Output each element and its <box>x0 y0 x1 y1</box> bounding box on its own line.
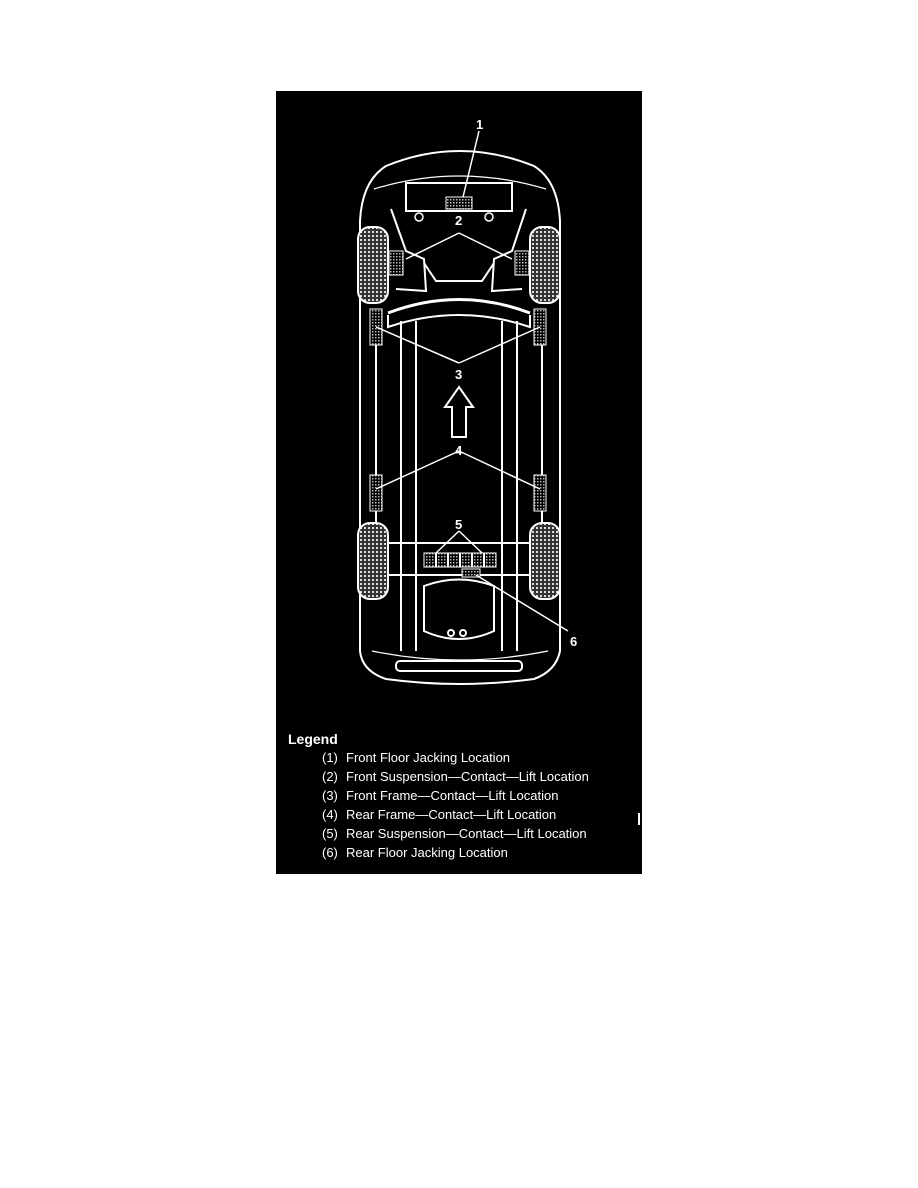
vehicle-underbody-diagram <box>276 91 642 711</box>
legend-item <box>322 807 638 822</box>
legend-item-number: (1) <box>322 750 338 765</box>
legend-item-number: (3) <box>322 788 338 803</box>
forward-direction-arrow <box>445 387 473 437</box>
legend-item <box>322 788 638 803</box>
legend-item <box>322 750 638 765</box>
lift-points-figure <box>276 91 642 874</box>
legend-item-number: (5) <box>322 826 338 841</box>
legend-item <box>322 826 638 841</box>
callout-4: 4 <box>455 443 463 458</box>
callout-6: 6 <box>570 634 578 649</box>
legend-item <box>322 845 638 860</box>
rear-suspension <box>384 543 534 577</box>
legend-item-text: Front Floor Jacking Location <box>346 750 511 765</box>
legend-item-number: (4) <box>322 807 338 822</box>
legend-item-text: Rear Suspension—Contact—Lift Location <box>346 826 587 841</box>
scan-edge-mark <box>638 813 640 825</box>
legend-title: Legend <box>288 731 338 747</box>
front-tires <box>358 227 560 303</box>
legend-item-text: Front Frame—Contact—Lift Location <box>346 788 559 803</box>
legend-item-number: (2) <box>322 769 338 784</box>
callout-3: 3 <box>455 367 463 382</box>
legend-item-text: Rear Floor Jacking Location <box>346 845 508 860</box>
callout-2: 2 <box>455 213 463 228</box>
legend-item-text: Rear Frame—Contact—Lift Location <box>346 807 557 822</box>
legend-item <box>322 769 638 784</box>
front-floor-jacking-pad <box>446 197 472 209</box>
callout-1: 1 <box>476 117 484 132</box>
legend <box>288 731 638 864</box>
callout-5: 5 <box>455 517 463 532</box>
legend-item-text: Front Suspension—Contact—Lift Location <box>346 769 589 784</box>
legend-item-number: (6) <box>322 845 338 860</box>
